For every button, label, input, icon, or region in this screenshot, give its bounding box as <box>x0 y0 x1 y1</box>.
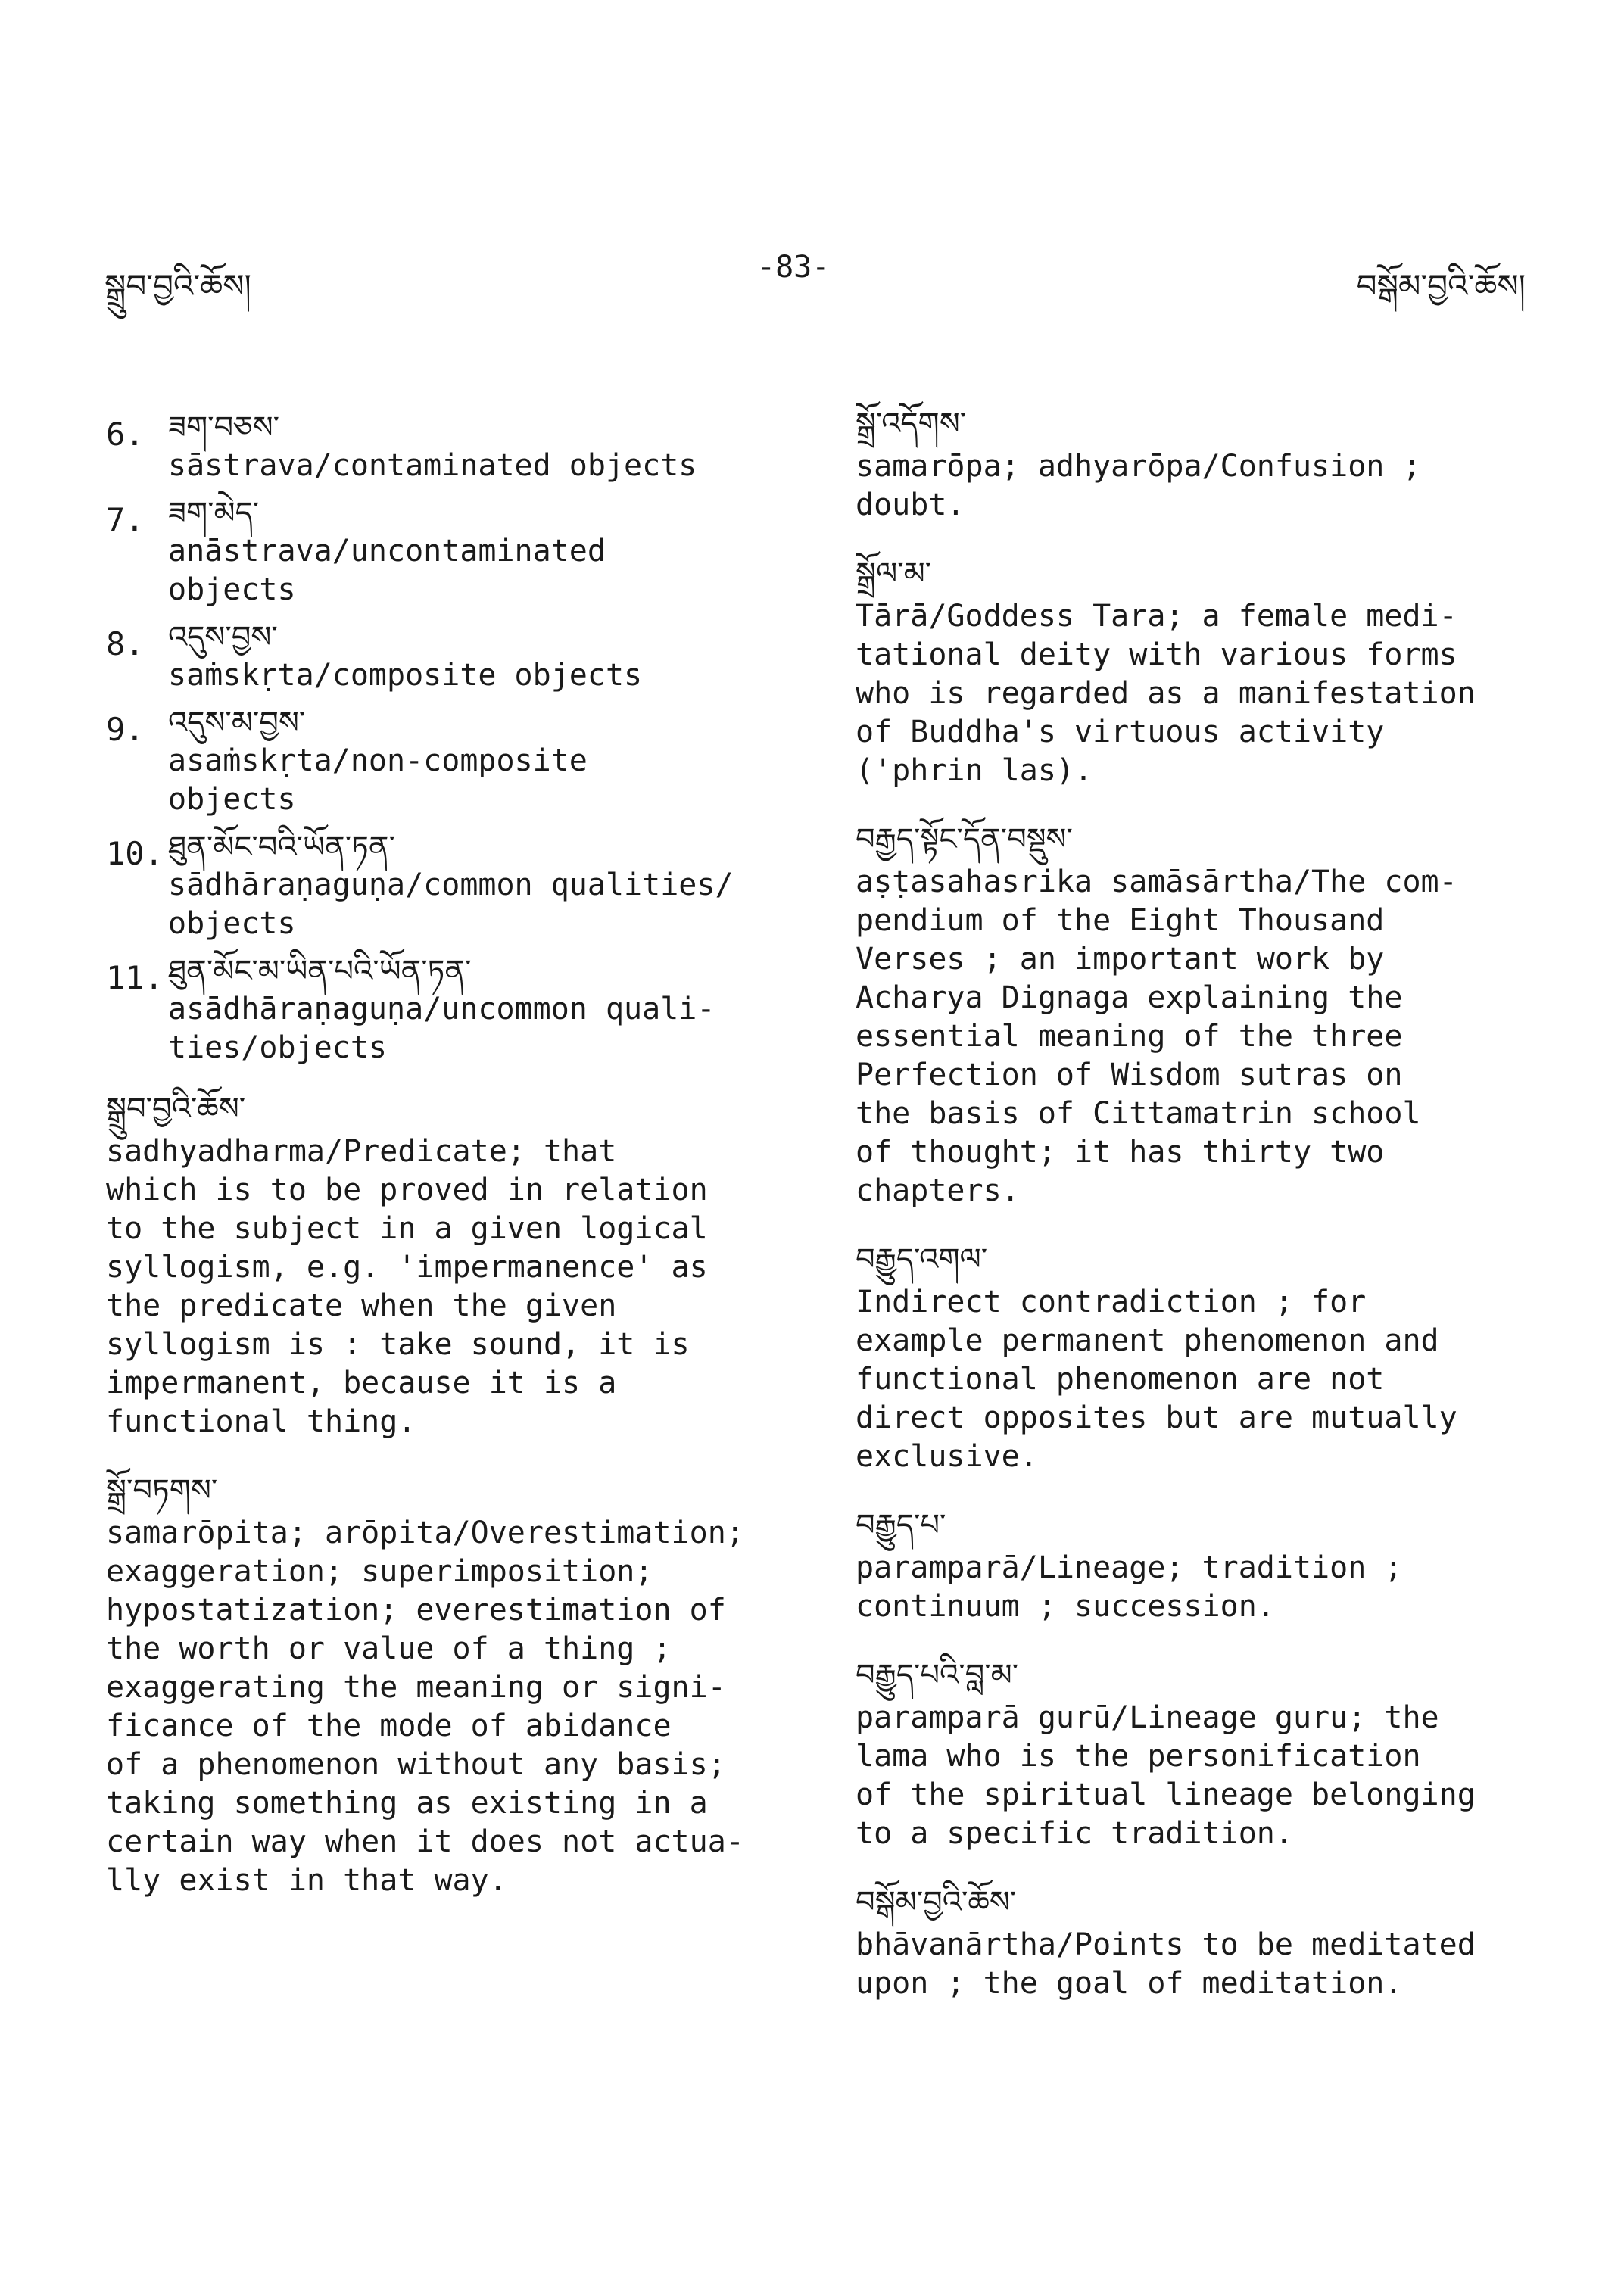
definition: paramparā/Lineage; tradition ; continuum ; succession. <box>856 1550 1403 1624</box>
item-number: 6. <box>106 416 145 453</box>
tibetan-term: ཟག་བཅས་ <box>168 410 279 445</box>
numbered-item <box>106 704 803 819</box>
tibetan-term: སྒྲོ་བཏགས་ <box>106 1473 218 1508</box>
numbered-item <box>106 494 803 609</box>
item-number: 8. <box>106 625 145 662</box>
right-column <box>856 405 1522 2033</box>
header-left-title: སྒྲུབ་བྱའི་ཆོས། <box>104 267 251 304</box>
definition: sadhyadharma/Predicate; that which is to be proved in relation to the subject in a given logical syllogism, e.g. 'impermanence' as the predicate when the given syllogism is : take sound, it is impermanent, because it is a functional thing. <box>106 1134 708 1439</box>
glossary-entry <box>106 1472 803 1900</box>
definition: aṣṭasahasrika samāsārtha/The com- pendium of the Eight Thousand Verses ; an important work by Acharya Dignaga explaining the essential meaning of the three Perfection of Wisdom sutras on the basis of Cittamatrin school of thought; it has thirty two chapters. <box>856 865 1457 1208</box>
definition: Indirect contradiction ; for example permanent phenomenon and functional phenomenon are not direct opposites but are mutually exclusive. <box>856 1285 1457 1474</box>
numbered-item <box>106 409 803 485</box>
header-right-title: བསྒོམ་བྱའི་ཆོས། <box>1356 267 1526 304</box>
glossary-entry <box>856 821 1522 1210</box>
numbered-item <box>106 952 803 1067</box>
tibetan-term: སྒྲོ་འདོགས་ <box>856 407 967 441</box>
left-column <box>106 409 803 1930</box>
item-number: 9. <box>106 711 145 748</box>
glossary-entry <box>856 405 1522 525</box>
definition: sādhāraṇaguṇa/common qualities/ objects <box>168 868 734 941</box>
tibetan-term: བརྒྱད་སྟོང་དོན་བསྡུས་ <box>856 822 1073 857</box>
tibetan-term: སྒྲོལ་མ་ <box>856 556 932 591</box>
tibetan-term: འདུས་མ་བྱས་ <box>168 706 306 740</box>
glossary-entry <box>856 1656 1522 1853</box>
definition: samarōpita; arōpita/Overestimation; exaggeration; superimposition; hypostatization; everestimation of the worth or value of a thing ; exaggerating the meaning or signi- ficance of the mode of abidance of a phenomenon without any basis; taking something as existing in a certain way when it does not actua- lly exist in that way. <box>106 1516 744 1898</box>
tibetan-term: བརྒྱུད་པའི་བླ་མ་ <box>856 1658 1019 1693</box>
tibetan-term: སྒྲུབ་བྱའི་ཆོས་ <box>106 1092 246 1126</box>
tibetan-term: འདུས་བྱས་ <box>168 620 278 655</box>
glossary-entry <box>856 1506 1522 1626</box>
tibetan-term: བརྒྱུད་པ་ <box>856 1508 946 1543</box>
item-number: 11. <box>106 959 164 996</box>
tibetan-term: ཐུན་མོང་བའི་ཡོན་ཏན་ <box>168 830 395 865</box>
tibetan-term: ཟག་མེད་ <box>168 496 260 531</box>
definition: anāstrava/uncontaminated objects <box>168 534 606 607</box>
definition: asaṁskṛta/non-composite objects <box>168 743 588 817</box>
numbered-item <box>106 618 803 695</box>
numbered-item <box>106 828 803 943</box>
definition: asādhāraṇaguṇa/uncommon quali- ties/objects <box>168 992 715 1065</box>
definition: Tārā/Goddess Tara; a female medi- tational deity with various forms who is regarded as a manifestation of Buddha's virtuous activity ('phrin las). <box>856 599 1476 788</box>
glossary-entry <box>856 555 1522 790</box>
definition: samarōpa; adhyarōpa/Confusion ; doubt. <box>856 449 1421 522</box>
item-number: 10. <box>106 835 164 872</box>
glossary-entry <box>856 1883 1522 2003</box>
item-number: 7. <box>106 501 145 538</box>
definition: saṁskṛta/composite objects <box>168 658 643 693</box>
glossary-entry <box>106 1090 803 1441</box>
glossary-entry <box>856 1241 1522 1476</box>
tibetan-term: བསྒོམ་བྱའི་ཆོས་ <box>856 1885 1017 1920</box>
definition: paramparā gurū/Lineage guru; the lama who is the personification of the spiritual lineage belonging to a specific tradition. <box>856 1700 1476 1851</box>
definition: sāstrava/contaminated objects <box>168 448 697 483</box>
page-number: -83- <box>757 250 831 285</box>
tibetan-term: ཐུན་མོང་མ་ཡིན་པའི་ཡོན་ཏན་ <box>168 954 472 989</box>
tibetan-term: བརྒྱུད་འགལ་ <box>856 1242 988 1277</box>
page-header <box>0 250 1624 310</box>
definition: bhāvanārtha/Points to be meditated upon ; the goal of meditation. <box>856 1927 1476 2001</box>
